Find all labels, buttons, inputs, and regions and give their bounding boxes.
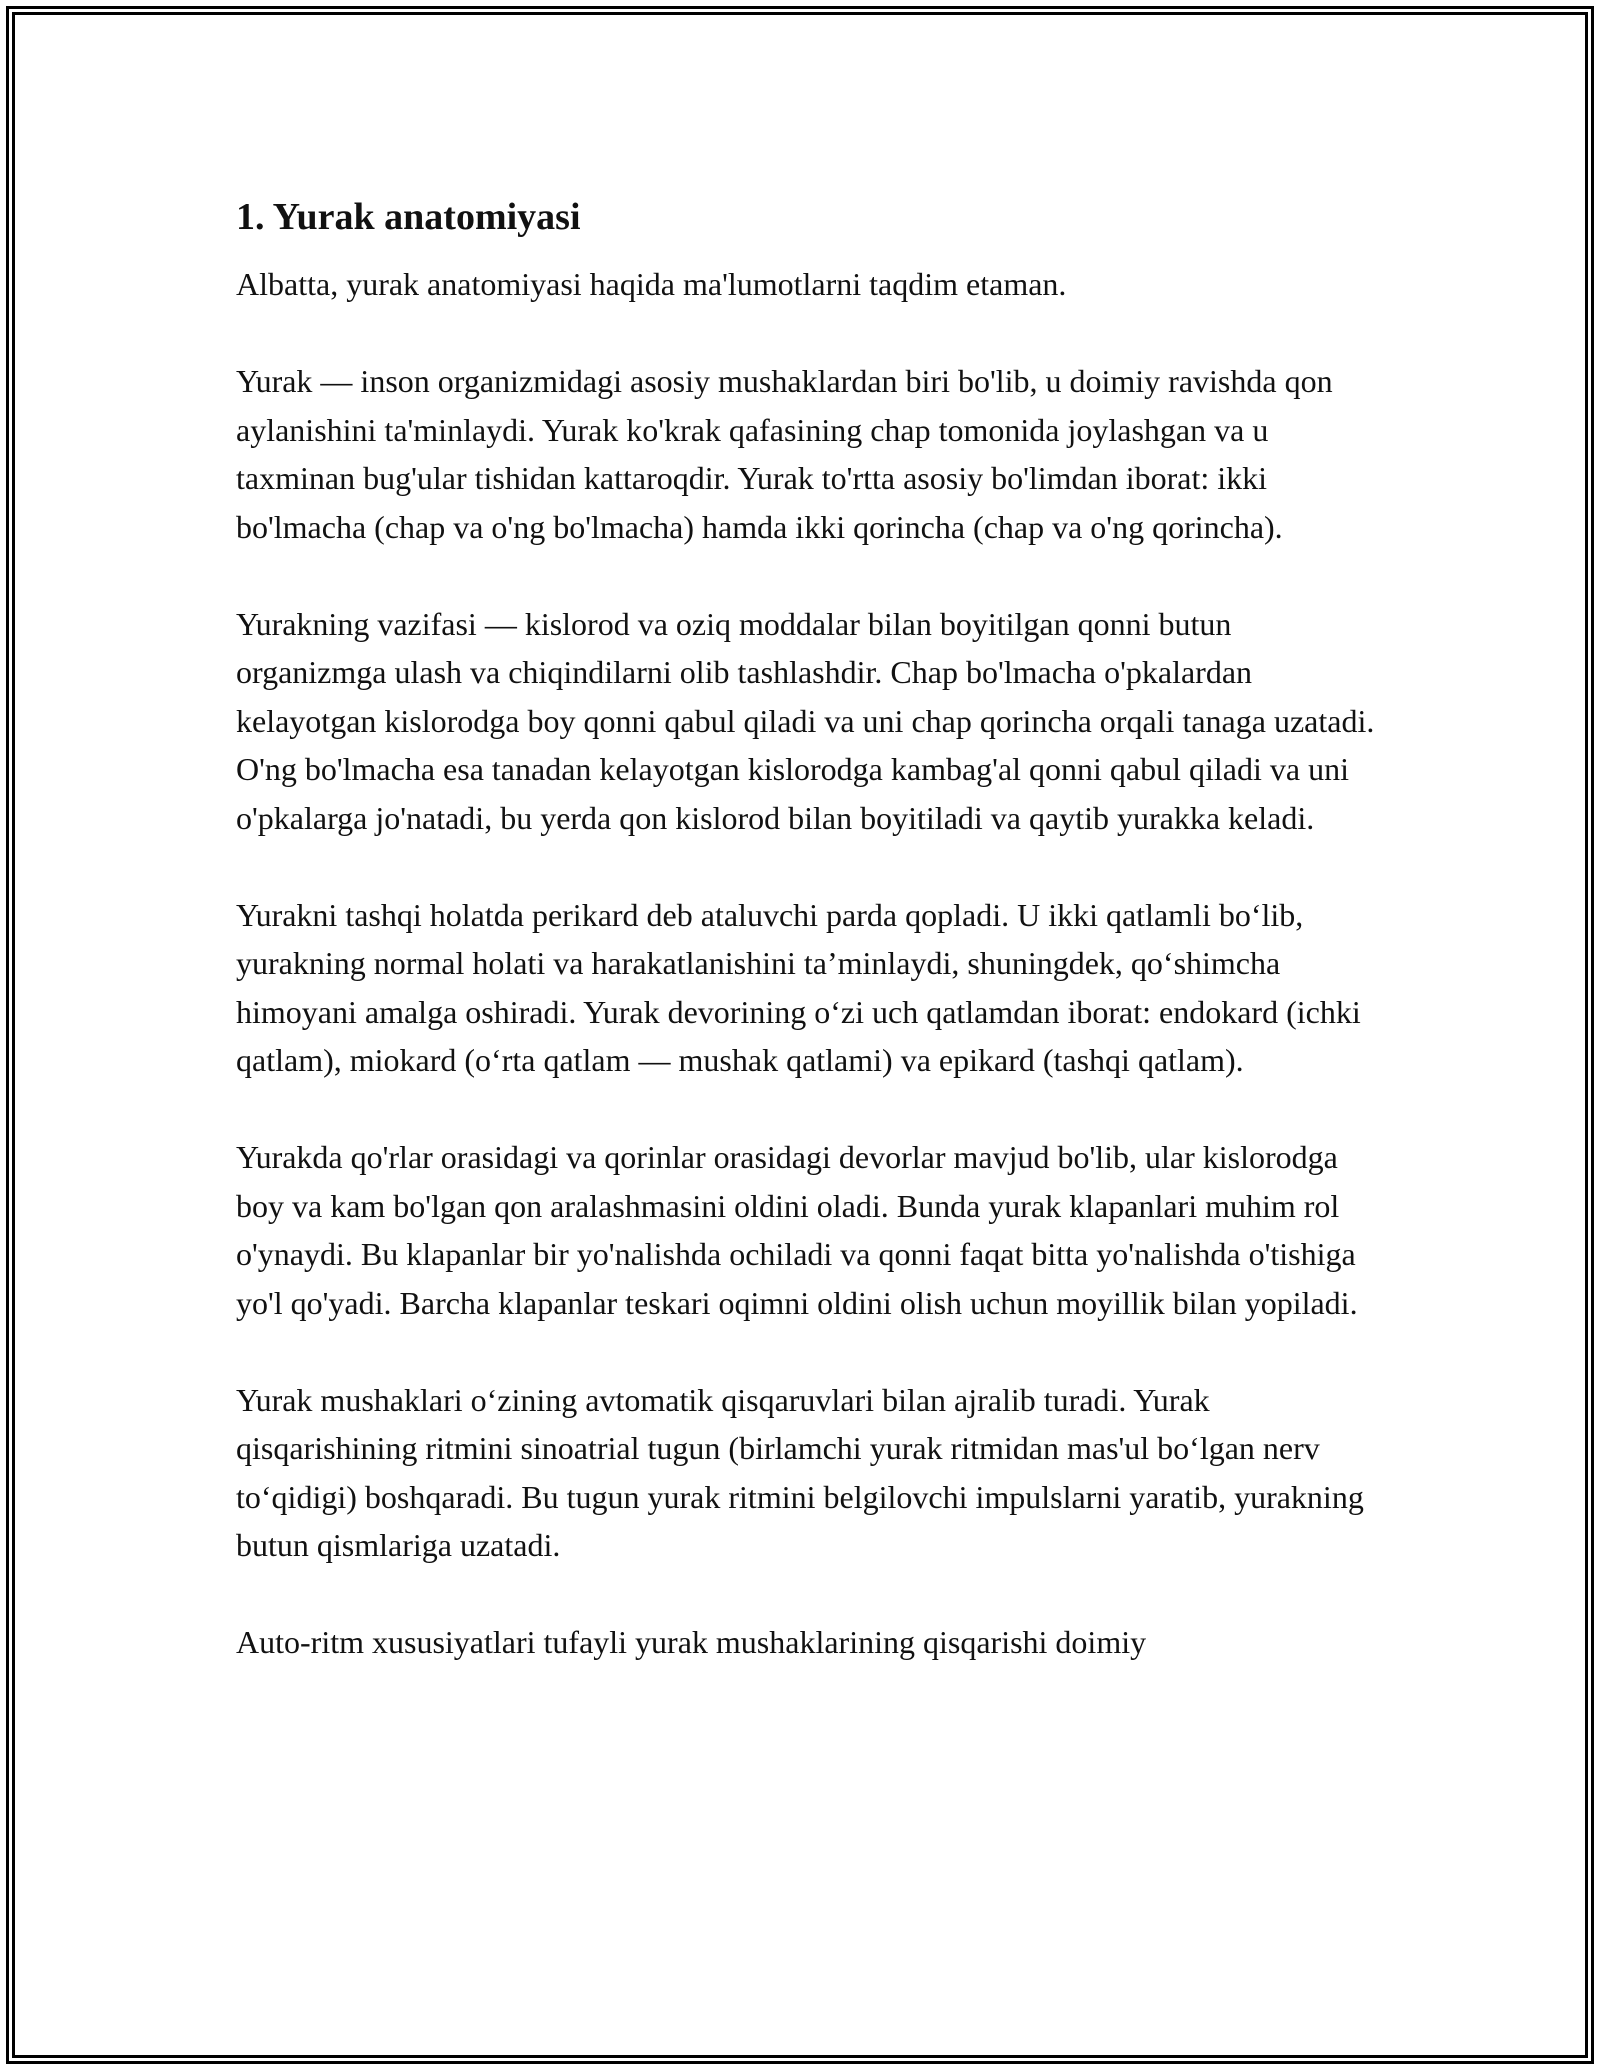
- paragraph-intro: Albatta, yurak anatomiyasi haqida ma'lumotlarni taqdim etaman.: [236, 266, 1067, 302]
- paragraph-pericardium: Yurakni tashqi holatda perikard deb ataluvchi parda qopladi. U ikki qatlamli bo‘lib, yurakning normal holati va harakatlanishini ta’minlaydi, shuningdek, qo‘shimcha himoyani amalga oshiradi. Yurak devorining o‘zi uch qatlamdan iborat: endokard (ichki qatlam), miokard (o‘rta qatlam — mushak qatlami) va epikard (tashqi qatlam).: [236, 896, 1361, 1078]
- paragraph-heart-overview: Yurak — inson organizmidagi asosiy mushaklardan biri bo'lib, u doimiy ravishda qon aylanishini ta'minlaydi. Yurak ko'krak qafasining chap tomonida joylashgan va u taxminan bug'ular tishidan kattaroqdir. Yurak to'rtta asosiy bo'limdan iborat: ikki bo'lmacha (chap va o'ng bo'lmacha) hamda ikki qorincha (chap va o'ng qorincha).: [236, 363, 1333, 545]
- paragraph-heart-function: Yurakning vazifasi — kislorod va oziq moddalar bilan boyitilgan qonni butun organizmga ulash va chiqindilarni olib tashlashdir. Chap bo'lmacha o'pkalardan kelayotgan kislorodga boy qonni qabul qiladi va uni chap qorincha orqali tanaga uzatadi. O'ng bo'lmacha esa tanadan kelayotgan kislorodga kambag'al qonni qabul qiladi va uni o'pkalarga jo'natadi, bu yerda qon kislorod bilan boyitiladi va qaytib yurakka keladi.: [236, 605, 1375, 836]
- section-heading: 1. Yurak anatomiyasi: [236, 196, 581, 238]
- document-body: [236, 180, 1376, 1715]
- paragraph-valves: Yurakda qo'rlar orasidagi va qorinlar orasidagi devorlar mavjud bo'lib, ular kislorodga boy va kam bo'lgan qon aralashmasini oldini oladi. Bunda yurak klapanlari muhim rol o'ynaydi. Bu klapanlar bir yo'nalishda ochiladi va qonni faqat bitta yo'nalishda o'tishiga yo'l qo'yadi. Barcha klapanlar teskari oqimni oldini olish uchun moyillik bilan yopiladi.: [236, 1139, 1358, 1321]
- paragraph-auto-rhythm: Auto-ritm xususiyatlari tufayli yurak mushaklarining qisqarishi doimiy: [236, 1624, 1147, 1660]
- paragraph-sinoatrial-node: Yurak mushaklari o‘zining avtomatik qisqaruvlari bilan ajralib turadi. Yurak qisqarishining ritmini sinoatrial tugun (birlamchi yurak ritmidan mas'ul bo‘lgan nerv to‘qidigi) boshqaradi. Bu tugun yurak ritmini belgilovchi impulslarni yaratib, yurakning butun qismlariga uzatadi.: [236, 1381, 1364, 1563]
